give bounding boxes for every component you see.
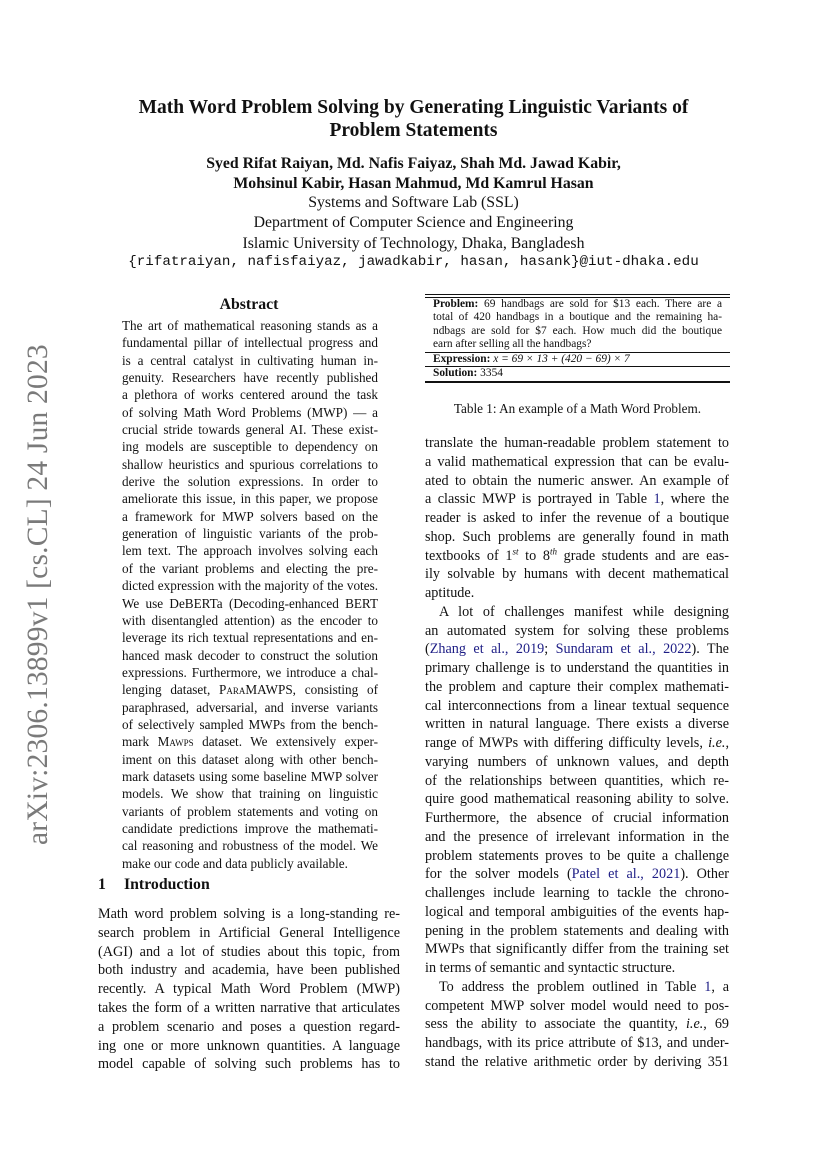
affiliation: [0, 193, 827, 254]
text-fragment: ). Other: [680, 866, 729, 883]
abstract-line: of solving Math Word Problems (MWP) — a: [122, 404, 378, 420]
text-line: reader is asked to infer the revenue of a boutique: [425, 510, 729, 526]
paragraph: [425, 434, 729, 603]
citation-zhang-2019[interactable]: Zhang et al., 2019: [429, 641, 545, 658]
abstract-line: make our code and data publicly available.: [122, 855, 348, 871]
intro-line: model capable of solving such problems has to: [98, 1056, 400, 1073]
introduction-body: [98, 905, 400, 1074]
abstract-line: ameliorate this issue, in this paper, we propose: [122, 491, 378, 507]
text-fragment: , where the: [660, 491, 729, 508]
abstract-line: [122, 733, 378, 750]
text-line: [425, 865, 729, 884]
table-1-reference-link[interactable]: 1: [704, 978, 712, 995]
problem-line: [433, 298, 722, 312]
abstract-heading: Abstract: [219, 296, 279, 313]
table-caption: Table 1: An example of a Math Word Problem.: [453, 401, 702, 416]
affiliation-line: Islamic University of Technology, Dhaka, Bangladesh: [242, 234, 585, 252]
dataset-name-paramawps: ParaMAWPS: [219, 682, 293, 698]
paper-title: [0, 96, 827, 142]
abstract-line: We use DeBERTa (Decoding-enhanced BERT: [122, 595, 378, 611]
abstract-line: mark datasets using some baseline MWP solver: [122, 768, 378, 784]
text-fragment: grade students and are eas-: [556, 547, 729, 564]
abstract-line: a framework for MWP solvers based on the: [122, 508, 378, 524]
text-fragment: range of MWPs with differing difficulty levels,: [425, 735, 709, 751]
text-fragment: ,: [725, 735, 729, 751]
table-1-reference-link[interactable]: 1: [653, 491, 661, 508]
text-line: varying numbers of unknown values, and depth: [425, 753, 729, 770]
solution-value: 3354: [480, 367, 503, 379]
superscript: th: [549, 545, 557, 556]
abstract-line: [122, 681, 378, 698]
abstract-line: of the variant problems and electing the pre-: [122, 560, 378, 576]
text-line: [425, 1015, 729, 1034]
text-line: handbags, with its price attribute of $13, and under-: [425, 1035, 729, 1051]
authors-line: Syed Rifat Raiyan, Md. Nafis Faiyaz, Shah Md. Jawad Kabir,: [206, 155, 621, 172]
table-row-solution: [425, 366, 730, 383]
solution-label: Solution:: [433, 367, 478, 379]
text-line: ily solvable by humans with decent mathematical: [425, 566, 729, 583]
text-line: an automated system for solving these problems: [425, 622, 729, 639]
text-line: and the presence of irrelevant information in the: [425, 828, 729, 845]
superscript: st: [512, 545, 519, 556]
text-fragment: , consisting of: [292, 682, 378, 698]
text-fragment: i.e.: [708, 735, 726, 751]
table-1-example-mwp: [425, 294, 730, 383]
expression-value: x = 69 × 13 + (420 − 69) × 7: [493, 352, 630, 365]
text-line: a valid mathematical expression that can be evalu-: [425, 453, 729, 470]
text-line: shop. Such problems are generally found in math: [425, 528, 729, 545]
text-line: [425, 978, 729, 997]
abstract-body: [122, 317, 378, 872]
table-top-rule: [425, 294, 730, 295]
paragraph: [425, 603, 729, 978]
abstract-line: models. We show that training on linguistic: [122, 786, 378, 802]
text-fragment: , a: [711, 978, 729, 995]
text-line: [425, 734, 729, 753]
abstract-line: lem text. The approach involves solving each: [122, 543, 378, 559]
problem-line: total of 420 handbags in a boutique and the remaining ha-: [433, 311, 722, 323]
text-fragment: dataset. We extensively exper-: [193, 734, 378, 750]
abstract-line: a plethora of works centered around the task: [122, 387, 378, 403]
text-fragment: mark: [122, 734, 158, 750]
right-column-body: [425, 434, 729, 1072]
problem-line: ndbags are sold for $7 each. How much did the boutique: [433, 324, 722, 337]
author-list: [0, 154, 827, 194]
intro-line: ing one or more unknown quantities. A language: [98, 1037, 400, 1054]
text-line: translate the human-readable problem statement to: [425, 435, 729, 451]
text-line: [425, 547, 729, 566]
section-heading-introduction: [98, 876, 210, 894]
text-line: (Zhang et al., 2019; Sundaram et al., 2022). The: [425, 641, 729, 658]
abstract-line: fundamental pillar of intellectual progress and: [122, 335, 378, 351]
text-line: challenges include learning to tackle the chrono-: [425, 885, 729, 901]
text-line: aptitude.: [425, 585, 475, 601]
abstract-line: leverage its rich textual representations and en-: [122, 630, 378, 646]
section-number: 1: [98, 876, 106, 893]
abstract-line: genuity. Researchers have recently published: [122, 370, 378, 386]
abstract-line: shallow heuristics and spurious correlations to: [122, 456, 378, 472]
text-line: of the relationships between quantities, which re-: [425, 772, 729, 789]
text-line: competent MWP solver model would need to pos-: [425, 997, 729, 1014]
abstract-line: dicted expression with the majority of the votes.: [122, 578, 378, 594]
abstract-line: is a central catalyst in cultivating human in-: [122, 352, 378, 368]
text-fragment: to 8: [518, 547, 550, 564]
text-line: pening in the problem statements and dealing with: [425, 922, 729, 939]
dataset-name-mawps: Mawps: [157, 734, 194, 750]
abstract-line: with disentangled attention) as the encoder to: [122, 612, 378, 628]
abstract-line: hanced mask decoder to construct the solution: [122, 647, 378, 663]
intro-line: (AGI) and a lot of studies about this topic, from: [98, 943, 400, 960]
abstract-line: of selectively sampled MWPs from the bench-: [122, 716, 378, 732]
abstract-line: crucial stride towards general AI. These exist-: [122, 422, 378, 438]
text-fragment: for the solver models (: [425, 866, 572, 883]
abstract-line: paraphrased, adversarial, and inverse variants: [122, 699, 378, 715]
citation-sundaram-2022[interactable]: Sundaram et al., 2022: [555, 641, 692, 658]
text-fragment: lenging dataset,: [122, 682, 220, 698]
title-line: Math Word Problem Solving by Generating Linguistic Variants of: [138, 97, 689, 118]
text-line: stand the relative arithmetic order by deriving 351: [425, 1053, 729, 1070]
table-row-problem: [425, 297, 730, 352]
section-title: Introduction: [124, 876, 210, 893]
abstract-line: The art of mathematical reasoning stands as a: [122, 318, 378, 333]
intro-line: search problem in Artificial General Intelligence: [98, 924, 400, 941]
abstract-line: ing models are susceptible to dependency on: [122, 439, 378, 455]
intro-line: takes the form of a written narrative that articulates: [98, 999, 400, 1016]
text-line: primary challenge is to understand the quantities in: [425, 660, 729, 676]
abstract-line: expressions. Furthermore, we introduce a chal-: [122, 664, 378, 680]
text-line: in terms of semantic and syntactic structure.: [425, 960, 676, 976]
authors-line: Mohsinul Kabir, Hasan Mahmud, Md Kamrul Hasan: [233, 175, 594, 192]
abstract-line: derive the solution expressions. In order to: [122, 474, 378, 490]
text-line: the problem and capture their complex mathemati-: [425, 678, 729, 695]
problem-line: earn after selling all the handbags?: [433, 338, 592, 350]
text-line: quire good mathematical reasoning ability to solve.: [425, 791, 729, 808]
citation-patel-2021[interactable]: Patel et al., 2021: [571, 866, 681, 883]
intro-line: both industry and academia, have been published: [98, 962, 400, 979]
text-fragment: i.e.: [685, 1016, 704, 1033]
text-fragment: ). The: [691, 641, 729, 658]
text-line: problem statements proves to be quite a challenge: [425, 847, 729, 864]
paragraph: [425, 978, 729, 1072]
problem-label: Problem:: [433, 297, 479, 310]
abstract-line: generation of linguistic variants of the prob-: [122, 526, 378, 542]
text-line: A lot of challenges manifest while designing: [439, 603, 729, 620]
text-fragment: textbooks of 1: [425, 547, 513, 564]
text-line: logical and temporal ambiguities of the events hap-: [425, 903, 729, 920]
abstract-line: cal reasoning and robustness of the model. We: [122, 838, 378, 854]
text-line: MWPs that significantly differ from the training set: [425, 941, 729, 958]
title-line: Problem Statements: [329, 120, 498, 141]
text-line: ated to obtain the numeric answer. An example of: [425, 472, 729, 489]
affiliation-line: Department of Computer Science and Engineering: [253, 214, 574, 232]
table-row-expression: [425, 352, 730, 367]
intro-line: Math word problem solving is a long-standing re-: [98, 906, 400, 922]
text-fragment: , 69: [703, 1016, 730, 1033]
intro-line: a problem scenario and poses a question regard-: [98, 1018, 400, 1035]
expression-label: Expression:: [433, 352, 491, 365]
arxiv-identifier-stamp: arXiv:2306.13899v1 [cs.CL] 24 Jun 2023: [22, 344, 54, 845]
abstract-line: candidate predictions improve the mathemati-: [122, 820, 378, 836]
text-line: Furthermore, the absence of crucial information: [425, 810, 729, 826]
text-line: [425, 490, 729, 509]
affiliation-line: Systems and Software Lab (SSL): [308, 194, 519, 211]
abstract-line: variants of problem statements and voting on: [122, 803, 378, 819]
text-line: cal interconnections from a linear textual sequence: [425, 697, 729, 714]
text-line: written in natural language. There exists a diverse: [425, 716, 729, 733]
author-emails: {rifatraiyan, nafisfaiyaz, jawadkabir, hasan, hasank}@iut-dhaka.edu: [128, 254, 699, 270]
text-fragment: To address the problem outlined in Table: [439, 978, 705, 995]
intro-line: recently. A typical Math Word Problem (MWP): [98, 981, 400, 998]
text-fragment: 69 handbags are sold for $13 each. There are a: [478, 297, 722, 310]
text-fragment: a classic MWP is portrayed in Table: [425, 491, 654, 508]
text-fragment: sess the ability to associate the quantity,: [425, 1016, 686, 1033]
abstract-line: iment on this dataset along with other bench-: [122, 751, 378, 767]
